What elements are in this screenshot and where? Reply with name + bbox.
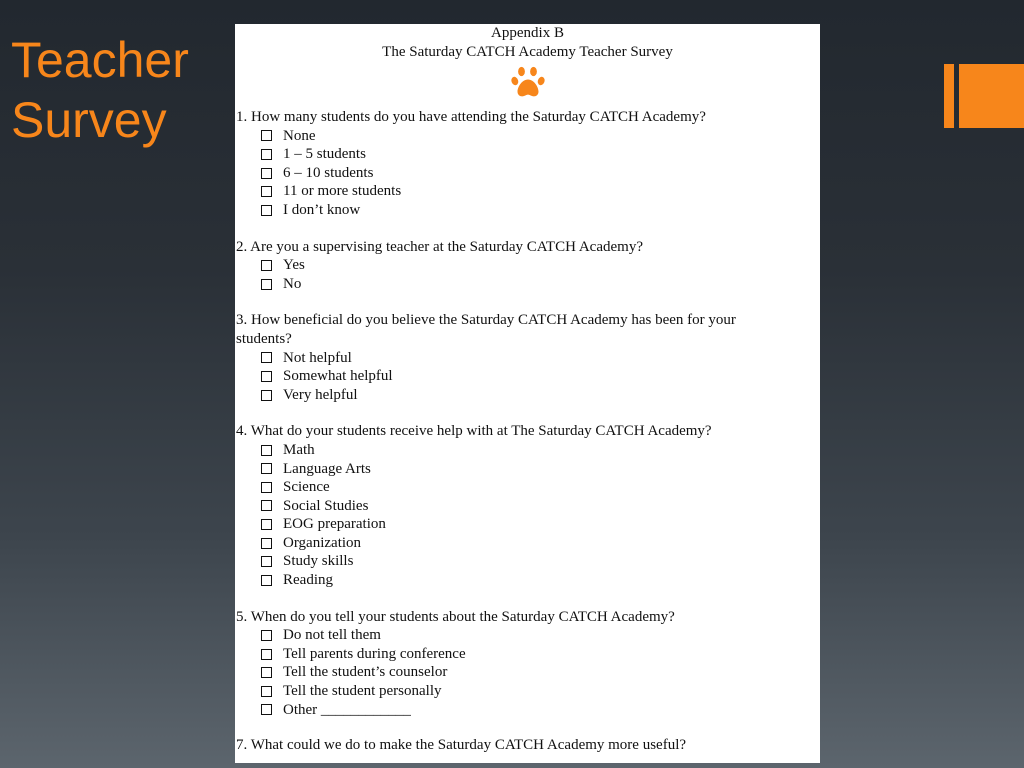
checkbox-icon <box>261 667 272 678</box>
survey-question <box>235 422 820 589</box>
survey-title: The Saturday CATCH Academy Teacher Survey <box>382 44 673 60</box>
question-text: 5. When do you tell your students about the Saturday CATCH Academy? <box>236 608 675 625</box>
document-header <box>235 24 820 99</box>
answer-option-label: No <box>283 275 302 292</box>
logo-bar <box>944 64 954 128</box>
checkbox-icon <box>261 149 272 160</box>
survey-question <box>235 108 820 220</box>
slide-title-line-1: Teacher <box>11 32 189 88</box>
answer-option-label: Do not tell them <box>283 627 381 644</box>
checkbox-icon <box>261 352 272 363</box>
answer-option <box>235 534 820 553</box>
answer-option <box>235 497 820 516</box>
question-text: 3. How beneficial do you believe the Saturday CATCH Academy has been for your students? <box>236 312 736 347</box>
answer-option-label: Study skills <box>283 553 354 570</box>
answer-option-label: I don’t know <box>283 201 361 218</box>
survey-question <box>235 311 820 404</box>
answer-option <box>235 478 820 497</box>
checkbox-icon <box>261 482 272 493</box>
answer-option <box>235 127 820 146</box>
decorative-logo-mark <box>944 64 1024 128</box>
answer-option-label: Not helpful <box>283 349 352 366</box>
answer-option-label: 11 or more students <box>283 183 402 200</box>
answer-option <box>235 571 820 590</box>
answer-option-label: Math <box>283 441 315 458</box>
slide-title-line-2: Survey <box>11 92 167 148</box>
answer-option <box>235 552 820 571</box>
answer-option <box>235 201 820 220</box>
checkbox-icon <box>261 575 272 586</box>
checkbox-icon <box>261 538 272 549</box>
checkbox-icon <box>261 260 272 271</box>
answer-option <box>235 663 820 682</box>
answer-option-label: Tell the student personally <box>283 683 442 700</box>
checkbox-icon <box>261 500 272 511</box>
answer-option <box>235 182 820 201</box>
answer-option-label: Organization <box>283 534 362 551</box>
checkbox-icon <box>261 371 272 382</box>
answer-option-label: Other ____________ <box>283 701 411 718</box>
answer-option <box>235 645 820 664</box>
answer-option <box>235 145 820 164</box>
answer-option-label: Science <box>283 479 330 496</box>
question-text: 2. Are you a supervising teacher at the Saturday CATCH Academy? <box>236 238 643 255</box>
survey-question <box>235 608 820 720</box>
checkbox-icon <box>261 463 272 474</box>
survey-document <box>235 24 820 763</box>
answer-option-label: Reading <box>283 572 333 589</box>
answer-option-label: 6 – 10 students <box>283 164 374 181</box>
checkbox-icon <box>261 686 272 697</box>
answer-option-label: None <box>283 127 316 144</box>
slide-title <box>11 30 189 150</box>
question-list <box>235 108 820 763</box>
answer-option <box>235 367 820 386</box>
appendix-label: Appendix B <box>491 25 564 41</box>
question-text: 1. How many students do you have attending the Saturday CATCH Academy? <box>236 109 706 125</box>
answer-option-label: Social Studies <box>283 497 369 514</box>
checkbox-icon <box>261 205 272 216</box>
logo-block <box>959 64 1024 128</box>
answer-option-label: EOG preparation <box>283 516 386 533</box>
question-text: 4. What do your students receive help with at The Saturday CATCH Academy? <box>236 423 712 440</box>
answer-option <box>235 441 820 460</box>
checkbox-icon <box>261 279 272 290</box>
answer-option-label: 1 – 5 students <box>283 146 366 163</box>
answer-option <box>235 349 820 368</box>
checkbox-icon <box>261 168 272 179</box>
checkbox-icon <box>261 556 272 567</box>
answer-option <box>235 275 820 294</box>
checkbox-icon <box>261 186 272 197</box>
answer-option <box>235 515 820 534</box>
checkbox-icon <box>261 130 272 141</box>
checkbox-icon <box>261 704 272 715</box>
answer-option-label: Somewhat helpful <box>283 368 393 385</box>
answer-option-label: Tell parents during conference <box>283 645 466 662</box>
survey-question <box>235 238 820 294</box>
answer-option <box>235 701 820 720</box>
checkbox-icon <box>261 519 272 530</box>
answer-option <box>235 460 820 479</box>
checkbox-icon <box>261 390 272 401</box>
answer-option <box>235 386 820 405</box>
paw-print-icon <box>511 66 545 99</box>
checkbox-icon <box>261 649 272 660</box>
answer-option <box>235 164 820 183</box>
answer-option <box>235 256 820 275</box>
checkbox-icon <box>261 630 272 641</box>
question-text: 7. What could we do to make the Saturday CATCH Academy more useful? <box>236 737 687 754</box>
answer-option-label: Language Arts <box>283 460 371 477</box>
checkbox-icon <box>261 445 272 456</box>
answer-option-label: Yes <box>283 257 305 274</box>
answer-option <box>235 682 820 701</box>
survey-question <box>235 736 820 755</box>
answer-option-label: Tell the student’s counselor <box>283 664 448 681</box>
answer-option <box>235 626 820 645</box>
answer-option-label: Very helpful <box>283 386 358 403</box>
